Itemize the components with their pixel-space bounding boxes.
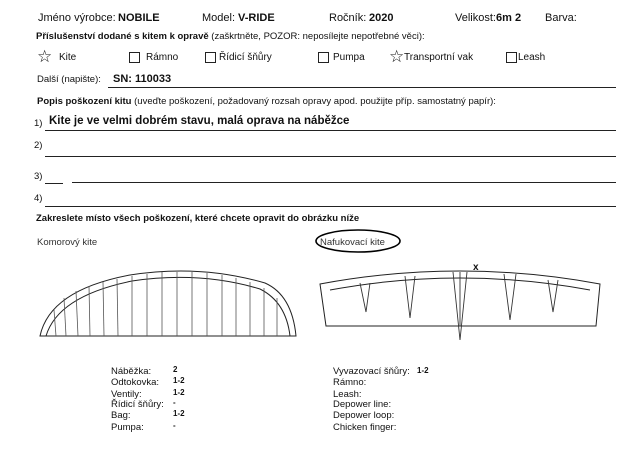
part-label: Depower loop: — [333, 410, 395, 421]
damage-line-2-number: 2) — [34, 140, 43, 151]
checkbox-kite-star-icon[interactable]: ☆ — [37, 47, 53, 66]
damage-line-1-text[interactable]: Kite je ve velmi dobrém stavu, malá oprava na náběžce — [49, 115, 350, 127]
checkbox-transportni-vak-star-icon[interactable]: ☆ — [389, 47, 405, 66]
other-label: Další (napište): — [37, 74, 101, 85]
option-kite-label: Kite — [59, 52, 77, 63]
part-label: Ventily: — [111, 389, 142, 400]
ram-air-kite-label: Komorový kite — [37, 237, 98, 248]
part-value[interactable]: - — [173, 398, 176, 407]
damage-title — [37, 96, 496, 107]
model-label: Model: — [202, 12, 236, 24]
manufacturer-label: Jméno výrobce: — [38, 12, 116, 24]
part-label: Náběžka: — [111, 366, 152, 377]
damage-line-3-number: 3) — [34, 171, 43, 182]
part-label: Rámno: — [333, 377, 367, 388]
damage-title-note: (uveďte poškození, požadovaný rozsah opravy apod. použijte příp. samostatný papír): — [131, 96, 496, 107]
damage-line-1-number: 1) — [34, 118, 43, 129]
damage-line-3-rule-stub — [45, 183, 63, 184]
damage-mark-x[interactable]: x — [473, 262, 479, 273]
part-label: Pumpa: — [111, 422, 144, 433]
part-label: Bag: — [111, 410, 131, 421]
part-label: Odtokovka: — [111, 377, 160, 388]
damage-line-4-rule — [45, 206, 616, 207]
part-value[interactable]: 2 — [173, 365, 178, 374]
drawing-title: Zakreslete místo všech poškození, které chcete opravit do obrázku níže — [36, 213, 360, 224]
damage-line-4-number: 4) — [34, 193, 43, 204]
checkbox-ramno[interactable] — [129, 52, 140, 63]
other-value[interactable]: SN: 110033 — [113, 73, 172, 85]
part-label: Leash: — [333, 389, 362, 400]
part-label: Depower line: — [333, 399, 392, 410]
inflatable-kite-label: Nafukovací kite — [320, 237, 385, 248]
part-value[interactable]: 1-2 — [417, 366, 429, 375]
part-value[interactable]: 1-2 — [173, 388, 185, 397]
size-label: Velikost: — [455, 12, 496, 24]
accessories-title — [36, 31, 425, 42]
damage-line-1-rule — [45, 130, 616, 131]
part-label: Vyvazovací šňůry: — [333, 366, 410, 377]
option-transportni-vak-label: Transportní vak — [404, 52, 474, 63]
size-value[interactable]: 6m 2 — [496, 12, 522, 24]
ram-air-kite-shape[interactable] — [40, 271, 296, 336]
year-value[interactable]: 2020 — [369, 12, 394, 24]
damage-line-3-rule — [72, 182, 616, 183]
accessories-title-bold: Příslušenství dodané s kitem k opravě — [36, 31, 209, 42]
model-value[interactable]: V-RIDE — [238, 12, 275, 24]
year-label: Ročník: — [329, 12, 367, 24]
checkbox-pumpa[interactable] — [318, 52, 329, 63]
inflatable-kite-shape[interactable] — [320, 271, 600, 340]
checkbox-ridici-snury[interactable] — [205, 52, 216, 63]
accessories-title-note: (zaškrtněte, POZOR: neposílejte nepotřebné věci): — [208, 31, 425, 42]
part-value[interactable]: 1-2 — [173, 376, 185, 385]
damage-line-2-rule — [45, 156, 616, 157]
other-underline — [108, 87, 616, 88]
checkbox-leash[interactable] — [506, 52, 517, 63]
option-ridici-snury-label: Řídicí šňůry — [219, 52, 272, 63]
part-value[interactable]: - — [173, 421, 176, 430]
damage-title-bold: Popis poškození kitu — [37, 96, 132, 107]
part-label: Řídicí šňůry: — [111, 399, 164, 410]
part-value[interactable]: 1-2 — [173, 409, 185, 418]
option-pumpa-label: Pumpa — [333, 52, 365, 63]
option-ramno-label: Rámno — [146, 52, 179, 63]
part-label: Chicken finger: — [333, 422, 397, 433]
option-leash-label: Leash — [518, 52, 546, 63]
manufacturer-value[interactable]: NOBILE — [118, 12, 160, 24]
color-label: Barva: — [545, 12, 577, 24]
